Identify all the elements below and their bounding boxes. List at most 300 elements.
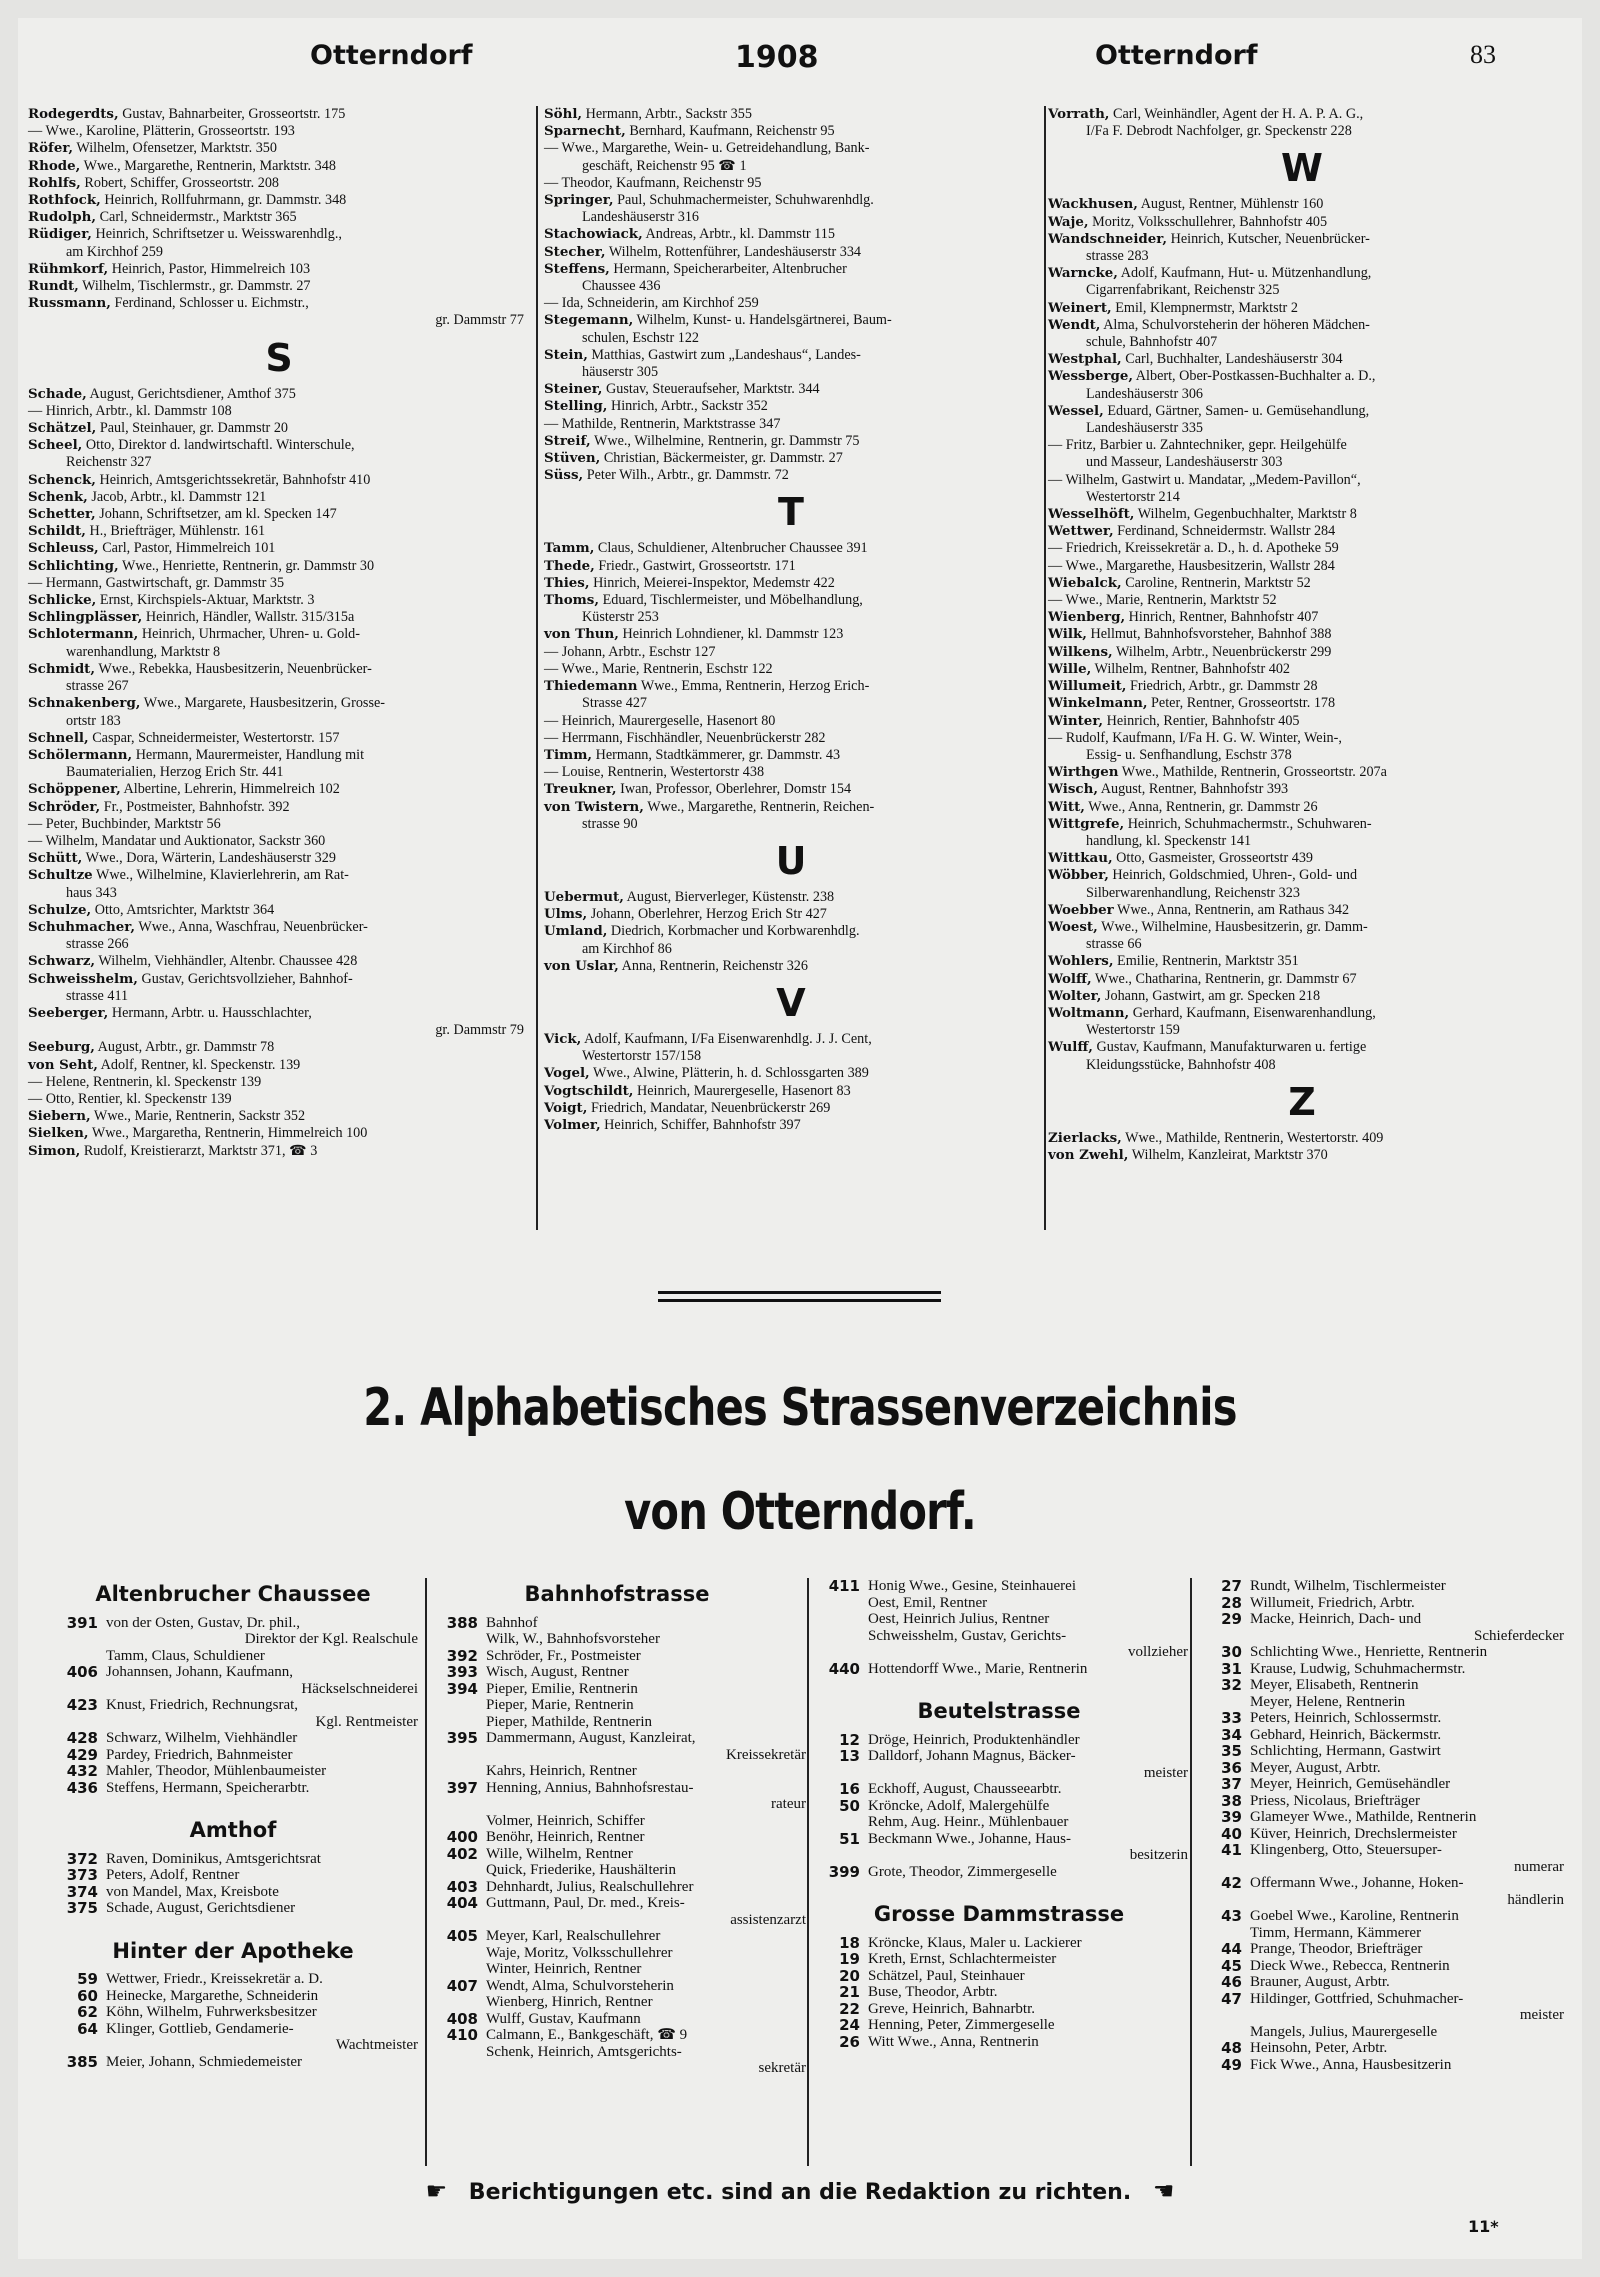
resident-details: Matthias, Gastwirt zum „Landeshaus“, Landes- bbox=[591, 346, 861, 363]
house-number: 404 bbox=[446, 1894, 478, 1912]
house-number: 43 bbox=[1221, 1907, 1242, 1925]
house-number: 391 bbox=[66, 1613, 98, 1632]
resident-surname: Waje, bbox=[1048, 213, 1089, 230]
directory-entry bbox=[544, 226, 1038, 243]
occupant: Schröder, Fr., Postmeister bbox=[486, 1647, 641, 1664]
directory-entry bbox=[28, 678, 530, 695]
occupant: Kahrs, Heinrich, Rentner bbox=[486, 1763, 637, 1779]
occupant: Honig Wwe., Gesine, Steinhauerei bbox=[868, 1578, 1077, 1594]
house-number: 31 bbox=[1221, 1659, 1242, 1678]
directory-entry bbox=[28, 540, 530, 557]
house-number: 12 bbox=[839, 1730, 860, 1749]
occupant: Rehm, Aug. Heinr., Mühlenbauer bbox=[868, 1814, 1069, 1830]
house-number: 407 bbox=[446, 1976, 478, 1995]
house-number: 49 bbox=[1221, 2055, 1242, 2074]
directory-entry bbox=[28, 781, 530, 798]
directory-entry bbox=[28, 506, 530, 523]
resident-details: Diedrich, Korbmacher und Korbwarenhdlg. bbox=[610, 923, 860, 940]
occupant: von Mandel, Max, Kreisbote bbox=[106, 1883, 279, 1900]
house-number: 35 bbox=[1221, 1742, 1242, 1760]
resident-details: Reichenstr 327 bbox=[66, 454, 152, 471]
resident-surname: Rohlfs, bbox=[28, 174, 81, 191]
resident-surname: Stein, bbox=[544, 346, 588, 363]
resident-surname: von Seht, bbox=[28, 1056, 98, 1073]
house-number: 46 bbox=[1221, 1973, 1242, 1991]
directory-entry bbox=[28, 386, 530, 403]
occupant: Raven, Dominikus, Amtsgerichtsrat bbox=[106, 1850, 321, 1867]
directory-entry bbox=[28, 140, 530, 157]
resident-details: Adolf, Kaufmann, Hut- u. Mützenhandlung, bbox=[1120, 265, 1372, 282]
resident-details: Ferdinand, Schneidermstr. Wallstr 284 bbox=[1117, 523, 1336, 540]
directory-entry bbox=[544, 295, 1038, 312]
column-divider bbox=[536, 106, 538, 1230]
resident-details: Wwe., Emma, Rentnerin, Herzog Erich- bbox=[640, 678, 870, 695]
resident-surname: von Thun, bbox=[544, 626, 619, 643]
resident-details: strasse 266 bbox=[66, 936, 129, 953]
directory-entry bbox=[1048, 420, 1556, 437]
street-entry bbox=[48, 1900, 418, 1917]
resident-details: Hermann, Stadtkämmerer, gr. Dammstr. 43 bbox=[595, 746, 841, 763]
directory-entry bbox=[28, 988, 530, 1005]
street-entry bbox=[428, 1714, 806, 1731]
section-rule bbox=[658, 1299, 941, 1302]
street-entry bbox=[428, 1994, 806, 2011]
occupant: Klingenberg, Otto, Steuersuper- bbox=[1250, 1842, 1442, 1858]
resident-surname: Zierlacks, bbox=[1048, 1129, 1122, 1146]
directory-entry bbox=[28, 158, 530, 175]
resident-surname: Schultze bbox=[28, 867, 93, 884]
directory-entry bbox=[1048, 214, 1556, 231]
directory-entry bbox=[28, 106, 530, 123]
occupant: Köhn, Wilhelm, Fuhrwerksbesitzer bbox=[106, 2004, 317, 2020]
resident-surname: Wesselhöft, bbox=[1048, 506, 1135, 523]
directory-entry bbox=[1048, 106, 1556, 123]
resident-surname: Schöppener, bbox=[28, 781, 121, 798]
resident-details: Westertorstr 157/158 bbox=[582, 1048, 702, 1065]
resident-details: Friedrich, Mandatar, Neuenbrückerstr 269 bbox=[590, 1099, 831, 1116]
street-entry bbox=[1192, 1595, 1564, 1612]
street-heading: Hinter der Apotheke bbox=[112, 1938, 354, 1963]
street-entry bbox=[48, 2054, 418, 2071]
resident-details: Friedr., Gastwirt, Grosseortstr. 171 bbox=[598, 557, 796, 574]
house-number: 428 bbox=[66, 1729, 98, 1747]
resident-surname: Schlichting, bbox=[28, 557, 119, 574]
occupant: Goebel Wwe., Karoline, Rentnerin bbox=[1250, 1908, 1459, 1924]
directory-entry bbox=[1048, 489, 1556, 506]
resident-surname: Wolter, bbox=[1048, 987, 1102, 1004]
resident-details: — Friedrich, Kreissekretär a. D., h. d. Apotheke 59 bbox=[1048, 540, 1339, 557]
directory-entry bbox=[544, 140, 1038, 157]
resident-column-2 bbox=[544, 106, 1038, 1134]
street-entry bbox=[48, 1664, 418, 1681]
resident-surname: Wilk, bbox=[1048, 626, 1087, 643]
house-number: 19 bbox=[839, 1950, 860, 1968]
directory-entry bbox=[1048, 867, 1556, 884]
resident-details: Jacob, Arbtr., kl. Dammstr 121 bbox=[91, 488, 267, 505]
occupant: Kreth, Ernst, Schlachtermeister bbox=[868, 1951, 1057, 1967]
occupant: Fick Wwe., Anna, Hausbesitzerin bbox=[1250, 2056, 1452, 2073]
resident-details: Heinrich, Schuhmachermstr., Schuhwaren- bbox=[1127, 815, 1372, 832]
directory-entry bbox=[28, 472, 530, 489]
street-entry bbox=[810, 1781, 1188, 1798]
resident-details: strasse 411 bbox=[66, 987, 129, 1004]
resident-details: — Wwe., Karoline, Plätterin, Grosseortstr. 193 bbox=[28, 123, 295, 140]
directory-entry bbox=[544, 592, 1038, 609]
resident-surname: Vorrath, bbox=[1048, 106, 1110, 122]
occupant: Oest, Heinrich Julius, Rentner bbox=[868, 1611, 1050, 1627]
resident-surname: Thiedemann bbox=[544, 678, 638, 695]
directory-entry bbox=[1048, 747, 1556, 764]
pointing-hand-left-icon: ☚ bbox=[1152, 2177, 1175, 2205]
occupant: Glameyer Wwe., Mathilde, Rentnerin bbox=[1250, 1809, 1477, 1825]
directory-entry bbox=[544, 244, 1038, 261]
street-entry bbox=[48, 1714, 418, 1731]
house-number: 429 bbox=[66, 1745, 98, 1764]
resident-details: Fr., Postmeister, Bahnhofstr. 392 bbox=[103, 798, 290, 815]
street-entry bbox=[48, 1730, 418, 1747]
street-entry bbox=[810, 1814, 1188, 1831]
occupant: sekretär bbox=[758, 2060, 806, 2076]
house-number: 394 bbox=[446, 1679, 478, 1698]
street-entry bbox=[810, 1798, 1188, 1815]
directory-entry bbox=[544, 764, 1038, 781]
resident-surname: Schlotermann, bbox=[28, 626, 139, 643]
house-number: 38 bbox=[1221, 1791, 1242, 1810]
directory-entry bbox=[544, 695, 1038, 712]
resident-details: Rudolf, Kreistierarzt, Marktstr 371, ☎ 3 bbox=[83, 1142, 318, 1159]
resident-details: Heinrich Lohndiener, kl. Dammstr 123 bbox=[622, 626, 844, 643]
occupant: Priess, Nicolaus, Briefträger bbox=[1250, 1792, 1420, 1809]
directory-entry bbox=[28, 403, 530, 420]
resident-surname: Schölermann, bbox=[28, 746, 133, 763]
resident-details: — Theodor, Kaufmann, Reichenstr 95 bbox=[544, 174, 762, 191]
resident-details: Wwe., Alwine, Plätterin, h. d. Schlossgarten 389 bbox=[593, 1065, 869, 1082]
resident-details: Anna, Rentnerin, Reichenstr 326 bbox=[621, 957, 808, 974]
letter-heading: V bbox=[776, 980, 806, 1025]
occupant: Tamm, Claus, Schuldiener bbox=[106, 1647, 265, 1664]
resident-details: Wilhelm, Rentner, Bahnhofstr 402 bbox=[1094, 660, 1291, 677]
resident-details: Gerhard, Kaufmann, Eisenwarenhandlung, bbox=[1132, 1004, 1376, 1021]
resident-surname: Schätzel, bbox=[28, 420, 97, 437]
directory-entry bbox=[1048, 730, 1556, 747]
street-heading: Bahnhofstrasse bbox=[524, 1582, 710, 1606]
resident-details: — Rudolf, Kaufmann, I/Fa H. G. W. Winter, Wein-, bbox=[1048, 729, 1342, 746]
resident-details: — Wwe., Marie, Rentnerin, Marktstr 52 bbox=[1048, 592, 1277, 609]
resident-details: Christian, Bäckermeister, gr. Dammstr. 27 bbox=[603, 450, 843, 467]
resident-surname: Wöbber, bbox=[1048, 867, 1109, 884]
street-entry bbox=[810, 2017, 1188, 2034]
house-number: 39 bbox=[1221, 1808, 1242, 1826]
street-entry bbox=[48, 1747, 418, 1764]
resident-details: H., Briefträger, Mühlenstr. 161 bbox=[89, 523, 266, 540]
resident-surname: Schildt, bbox=[28, 523, 86, 540]
directory-entry bbox=[28, 437, 530, 454]
directory-entry bbox=[28, 867, 530, 884]
directory-entry bbox=[544, 730, 1038, 747]
resident-details: Wilhelm, Viehhändler, Altenbr. Chaussee 428 bbox=[98, 953, 358, 970]
pointing-hand-right-icon: ☛ bbox=[425, 2177, 448, 2205]
occupant: Winter, Heinrich, Rentner bbox=[486, 1961, 642, 1977]
house-number: 41 bbox=[1221, 1841, 1242, 1859]
directory-entry bbox=[544, 261, 1038, 278]
resident-details: Heinrich, Rentier, Bahnhofstr 405 bbox=[1106, 712, 1300, 729]
house-number: 408 bbox=[446, 2009, 478, 2028]
resident-details: Caspar, Schneidermeister, Westertorstr. 157 bbox=[92, 729, 340, 746]
house-number: 33 bbox=[1221, 1709, 1242, 1727]
house-number: 397 bbox=[446, 1778, 478, 1797]
resident-surname: Wettwer, bbox=[1048, 523, 1114, 540]
occupant: Kröncke, Klaus, Maler u. Lackierer bbox=[868, 1934, 1082, 1951]
resident-surname: Vogel, bbox=[544, 1065, 590, 1082]
directory-entry bbox=[544, 330, 1038, 347]
resident-surname: Schlicke, bbox=[28, 592, 97, 609]
street-spacer bbox=[48, 1796, 418, 1814]
resident-details: Otto, Gasmeister, Grosseortstr 439 bbox=[1116, 850, 1314, 867]
directory-entry bbox=[544, 1100, 1038, 1117]
resident-details: Adolf, Kaufmann, I/Fa Eisenwarenhdlg. J. J. Cent, bbox=[584, 1030, 872, 1047]
resident-details: — Otto, Rentier, kl. Speckenstr 139 bbox=[28, 1090, 232, 1107]
resident-surname: Schuhmacher, bbox=[28, 918, 136, 935]
street-entry bbox=[48, 1988, 418, 2005]
resident-details: Westertorstr 214 bbox=[1086, 488, 1180, 505]
street-column-2 bbox=[428, 1578, 806, 2077]
occupant: Meyer, Helene, Rentnerin bbox=[1250, 1693, 1406, 1710]
occupant: Dieck Wwe., Rebecca, Rentnerin bbox=[1250, 1957, 1450, 1974]
house-number: 392 bbox=[446, 1646, 478, 1665]
directory-entry bbox=[28, 226, 530, 243]
directory-entry bbox=[28, 799, 530, 816]
directory-entry bbox=[1048, 971, 1556, 988]
street-entry bbox=[48, 1851, 418, 1868]
directory-entry bbox=[544, 575, 1038, 592]
resident-details: Heinrich, Schriftsetzer u. Weisswarenhdlg., bbox=[95, 226, 342, 243]
resident-surname: Wittgrefe, bbox=[1048, 815, 1125, 832]
directory-entry bbox=[28, 661, 530, 678]
directory-entry bbox=[544, 1048, 1038, 1065]
occupant: Knust, Friedrich, Rechnungsrat, bbox=[106, 1697, 299, 1713]
street-entry bbox=[1192, 1776, 1564, 1793]
occupant: assistenzarzt bbox=[730, 1911, 806, 1928]
street-entry bbox=[810, 1748, 1188, 1765]
occupant: vollzieher bbox=[1128, 1644, 1188, 1660]
directory-entry bbox=[544, 106, 1038, 123]
street-heading: Amthof bbox=[189, 1818, 277, 1842]
resident-details: strasse 90 bbox=[582, 815, 638, 832]
resident-surname: Wille, bbox=[1048, 660, 1092, 677]
resident-surname: Schmidt, bbox=[28, 660, 96, 677]
street-entry bbox=[428, 1796, 806, 1813]
directory-entry bbox=[28, 833, 530, 850]
house-number: 372 bbox=[66, 1849, 98, 1868]
street-entry bbox=[428, 1945, 806, 1962]
directory-entry bbox=[1048, 764, 1556, 781]
directory-entry bbox=[1048, 678, 1556, 695]
house-number: 423 bbox=[66, 1696, 98, 1714]
occupant: Heinsohn, Peter, Arbtr. bbox=[1250, 2040, 1388, 2056]
resident-surname: Rundt, bbox=[28, 278, 79, 295]
street-entry bbox=[1192, 1578, 1564, 1595]
resident-surname: von Twistern, bbox=[544, 798, 644, 815]
resident-surname: Schade, bbox=[28, 385, 87, 402]
resident-surname: Rothfock, bbox=[28, 192, 101, 209]
resident-details: gr. Dammstr 79 bbox=[435, 1022, 524, 1039]
occupant: Offermann Wwe., Johanne, Hoken- bbox=[1250, 1875, 1464, 1891]
street-entry bbox=[1192, 1925, 1564, 1942]
street-entry bbox=[1192, 2057, 1564, 2074]
resident-details: Küsterstr 253 bbox=[582, 609, 659, 626]
resident-surname: Seeberger, bbox=[28, 1004, 109, 1021]
street-spacer bbox=[810, 1880, 1188, 1898]
directory-entry bbox=[544, 923, 1038, 940]
resident-surname: Voigt, bbox=[544, 1099, 588, 1116]
resident-surname: Schnell, bbox=[28, 729, 89, 746]
street-entry bbox=[810, 1968, 1188, 1985]
directory-entry bbox=[544, 609, 1038, 626]
street-entry bbox=[1192, 1842, 1564, 1859]
resident-surname: Schweisshelm, bbox=[28, 970, 138, 987]
directory-entry bbox=[28, 1143, 530, 1160]
occupant: rateur bbox=[771, 1796, 806, 1812]
resident-surname: Söhl, bbox=[544, 106, 583, 122]
directory-entry bbox=[1048, 988, 1556, 1005]
resident-surname: Wohlers, bbox=[1048, 953, 1114, 970]
resident-details: Wwe., Dora, Wärterin, Landeshäuserstr 329 bbox=[85, 850, 336, 867]
directory-entry bbox=[544, 1117, 1038, 1134]
street-entry bbox=[1192, 1677, 1564, 1694]
resident-details: Heinrich, Händler, Wallstr. 315/315a bbox=[145, 609, 355, 626]
resident-details: Johann, Gastwirt, am gr. Specken 218 bbox=[1104, 987, 1321, 1004]
resident-details: — Mathilde, Rentnerin, Marktstrasse 347 bbox=[544, 415, 781, 432]
resident-surname: Schetter, bbox=[28, 506, 96, 523]
occupant: Schätzel, Paul, Steinhauer bbox=[868, 1967, 1025, 1984]
resident-details: und Masseur, Landeshäuserstr 303 bbox=[1086, 454, 1283, 471]
directory-entry bbox=[1048, 609, 1556, 626]
occupant: Peters, Adolf, Rentner bbox=[106, 1867, 240, 1883]
street-entry bbox=[810, 1628, 1188, 1645]
street-entry bbox=[48, 1884, 418, 1901]
street-entry bbox=[428, 1813, 806, 1830]
resident-details: schule, Bahnhofstr 407 bbox=[1086, 334, 1218, 351]
street-entry bbox=[428, 1928, 806, 1945]
resident-details: — Wilhelm, Gastwirt u. Mandatar, „Medem-Pavillon“, bbox=[1048, 471, 1361, 488]
directory-entry bbox=[28, 936, 530, 953]
resident-details: Wwe., Mathilde, Rentnerin, Westertorstr. 409 bbox=[1125, 1129, 1384, 1146]
street-heading: Grosse Dammstrasse bbox=[873, 1902, 1125, 1926]
occupant: Meyer, August, Arbtr. bbox=[1250, 1759, 1381, 1776]
resident-details: — Wwe., Margarethe, Wein- u. Getreidehandlung, Bank- bbox=[544, 140, 870, 157]
letter-heading: S bbox=[265, 335, 293, 380]
occupant: Schlichting, Hermann, Gastwirt bbox=[1250, 1743, 1441, 1759]
occupant: Steffens, Hermann, Speicherarbtr. bbox=[106, 1779, 310, 1796]
directory-entry bbox=[544, 312, 1038, 329]
house-number: 32 bbox=[1221, 1676, 1242, 1694]
resident-details: Wwe., Mathilde, Rentnerin, Grosseortstr. 207a bbox=[1121, 764, 1387, 781]
street-entry bbox=[48, 1780, 418, 1797]
house-number: 22 bbox=[839, 1999, 860, 2018]
occupant: Gebhard, Heinrich, Bäckermstr. bbox=[1250, 1726, 1442, 1743]
resident-surname: Simon, bbox=[28, 1142, 81, 1159]
street-entry bbox=[1192, 1644, 1564, 1661]
directory-entry bbox=[544, 626, 1038, 643]
resident-surname: Rodegerdts, bbox=[28, 106, 119, 122]
resident-surname: Süss, bbox=[544, 467, 584, 484]
resident-surname: Wirthgen bbox=[1048, 764, 1119, 781]
directory-entry bbox=[1048, 592, 1556, 609]
house-number: 406 bbox=[66, 1663, 98, 1681]
directory-entry bbox=[1048, 1022, 1556, 1039]
occupant: Krause, Ludwig, Schuhmachermstr. bbox=[1250, 1660, 1466, 1677]
resident-surname: Siebern, bbox=[28, 1108, 91, 1125]
resident-surname: Wandschneider, bbox=[1048, 230, 1168, 247]
resident-details: Ferdinand, Schlosser u. Eichmstr., bbox=[114, 295, 309, 312]
directory-entry bbox=[544, 123, 1038, 140]
street-entry bbox=[428, 2027, 806, 2044]
house-number: 27 bbox=[1221, 1577, 1242, 1595]
directory-entry bbox=[28, 523, 530, 540]
house-number: 28 bbox=[1221, 1593, 1242, 1612]
directory-entry bbox=[28, 244, 530, 261]
directory-entry bbox=[544, 416, 1038, 433]
resident-details: Otto, Direktor d. landwirtschaftl. Winterschule, bbox=[85, 437, 355, 454]
directory-entry bbox=[28, 850, 530, 867]
occupant: Macke, Heinrich, Dach- und bbox=[1250, 1611, 1422, 1627]
house-number: 24 bbox=[839, 2016, 860, 2034]
resident-details: August, Bierverleger, Küstenstr. 238 bbox=[626, 888, 835, 905]
resident-details: Bernhard, Kaufmann, Reichenstr 95 bbox=[629, 123, 835, 140]
directory-entry bbox=[1048, 386, 1556, 403]
street-entry bbox=[428, 2044, 806, 2061]
occupant: von der Osten, Gustav, Dr. phil., bbox=[106, 1614, 301, 1631]
resident-details: Peter, Rentner, Grosseortstr. 178 bbox=[1151, 695, 1336, 712]
resident-details: Wilhelm, Arbtr., Neuenbrückerstr 299 bbox=[1116, 643, 1332, 660]
occupant: Greve, Heinrich, Bahnarbtr. bbox=[868, 2000, 1036, 2017]
street-entry bbox=[1192, 1826, 1564, 1843]
directory-entry bbox=[544, 678, 1038, 695]
street-entry bbox=[1192, 1760, 1564, 1777]
resident-details: Heinrich, Uhrmacher, Uhren- u. Gold- bbox=[141, 626, 360, 643]
resident-surname: Rüdiger, bbox=[28, 226, 92, 243]
directory-entry bbox=[1048, 282, 1556, 299]
directory-entry bbox=[544, 661, 1038, 678]
resident-details: strasse 267 bbox=[66, 678, 129, 695]
occupant: Wettwer, Friedr., Kreissekretär a. D. bbox=[106, 1971, 323, 1987]
street-entry bbox=[810, 1831, 1188, 1848]
resident-details: Wwe., Margarete, Hausbesitzerin, Grosse- bbox=[143, 695, 385, 712]
resident-details: Adolf, Rentner, kl. Speckenstr. 139 bbox=[100, 1056, 301, 1073]
resident-details: Heinrich, Pastor, Himmelreich 103 bbox=[111, 260, 311, 277]
resident-surname: Woebber bbox=[1048, 901, 1114, 918]
resident-details: — Wwe., Marie, Rentnerin, Eschstr 122 bbox=[544, 660, 773, 677]
directory-entry bbox=[544, 941, 1038, 958]
occupant: Hildinger, Gottfried, Schuhmacher- bbox=[1250, 1990, 1464, 2007]
street-entry bbox=[48, 1615, 418, 1632]
resident-details: warenhandlung, Marktstr 8 bbox=[66, 643, 221, 660]
occupant: Witt Wwe., Anna, Rentnerin bbox=[868, 2033, 1039, 2050]
resident-surname: Vick, bbox=[544, 1030, 582, 1047]
directory-entry bbox=[1048, 454, 1556, 471]
directory-entry bbox=[1048, 558, 1556, 575]
directory-entry bbox=[1048, 123, 1556, 140]
house-number: 393 bbox=[446, 1663, 478, 1681]
resident-details: Gustav, Kaufmann, Manufakturwaren u. fertige bbox=[1096, 1039, 1367, 1056]
directory-entry bbox=[1048, 506, 1556, 523]
street-entry bbox=[428, 1631, 806, 1648]
directory-entry bbox=[544, 467, 1038, 484]
street-entry bbox=[428, 1615, 806, 1632]
directory-entry bbox=[544, 799, 1038, 816]
resident-details: ortstr 183 bbox=[66, 712, 121, 729]
resident-details: geschäft, Reichenstr 95 ☎ 1 bbox=[582, 157, 747, 174]
